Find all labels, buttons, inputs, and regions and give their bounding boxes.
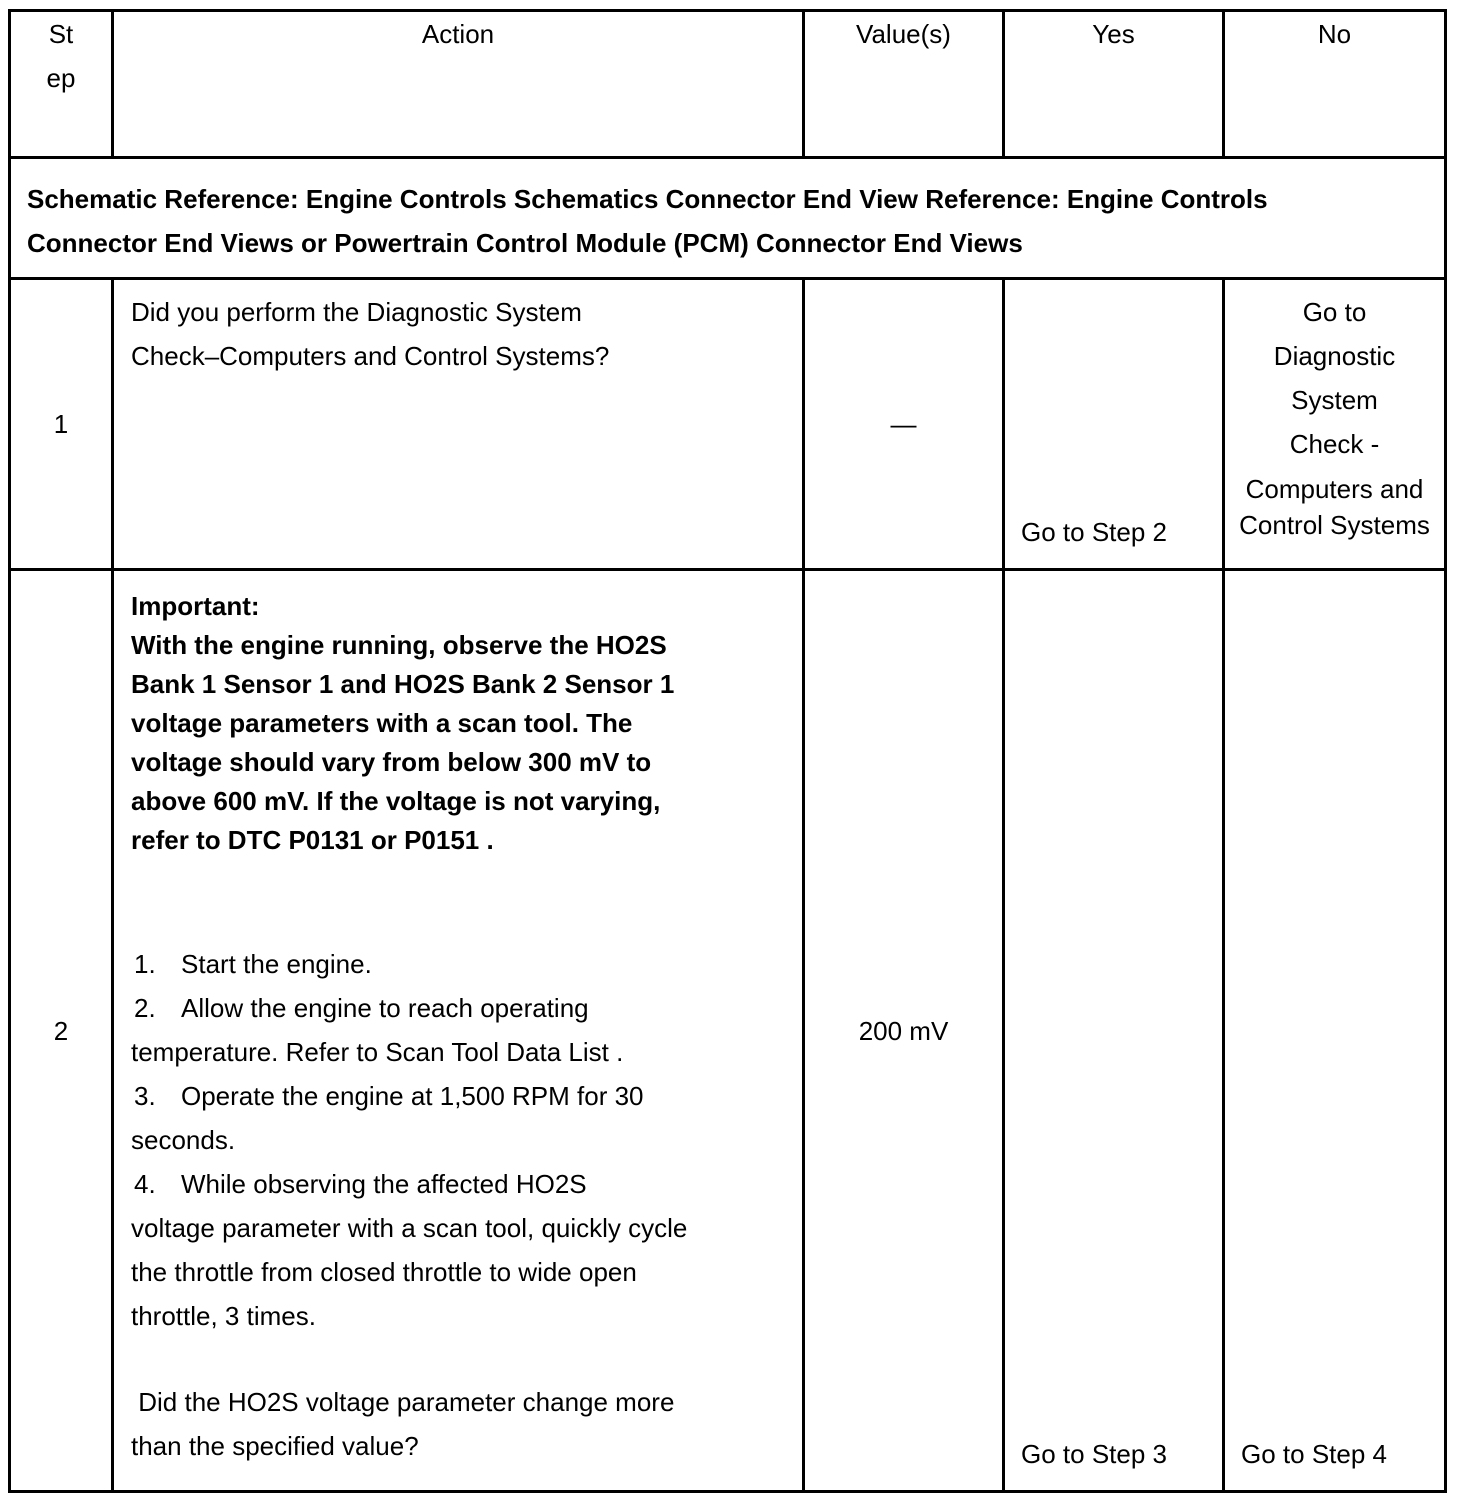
header-step-line1: St	[48, 19, 74, 49]
reference-line2: Connector End Views or Powertrain Control Module (PCM) Connector End Views	[27, 228, 1023, 258]
no-1-line1: Go to	[1302, 297, 1367, 327]
important-line: With the engine running, observe the HO2S	[131, 630, 667, 660]
header-step-line2: ep	[46, 63, 76, 93]
header-no: No	[1224, 11, 1446, 158]
no-1-line4: Check -	[1289, 429, 1380, 459]
important-line: voltage should vary from below 300 mV to	[131, 747, 652, 777]
substep-2-text-cont[interactable]: temperature. Refer to Scan Tool Data List .	[131, 1037, 624, 1067]
table-row-step-2	[10, 570, 1446, 1492]
action-1-line2: Check–Computers and Control Systems?	[131, 341, 610, 371]
important-line: Bank 1 Sensor 1 and HO2S Bank 2 Sensor 1	[131, 669, 675, 699]
substep-2-num: 2.	[134, 993, 156, 1023]
no-1-line2: Diagnostic	[1273, 341, 1396, 371]
important-note	[131, 587, 786, 860]
no-cell-2	[1224, 570, 1446, 1492]
value-cell-2: 200 mV	[804, 570, 1004, 1492]
header-step	[10, 11, 113, 158]
reference-row	[10, 158, 1446, 279]
substep-1-num: 1.	[134, 949, 156, 979]
important-line: voltage parameters with a scan tool. The	[131, 708, 633, 738]
substep-4-text-cont: throttle, 3 times.	[131, 1301, 316, 1331]
substep-3-text: Operate the engine at 1,500 RPM for 30	[181, 1081, 644, 1111]
step-2-question	[131, 1380, 786, 1468]
important-line: above 600 mV. If the voltage is not varying,	[131, 786, 661, 816]
reference-line1: Schematic Reference: Engine Controls Schematics Connector End View Reference: Engine Controls	[27, 184, 1268, 214]
header-values: Value(s)	[804, 11, 1004, 158]
substep-2	[131, 986, 786, 1074]
question-line1	[131, 1380, 786, 1424]
substep-1-text: Start the engine.	[181, 949, 372, 979]
substep-3-num: 3.	[134, 1081, 156, 1111]
substep-4-text: While observing the affected HO2S	[181, 1169, 587, 1199]
yes-cell-2	[1004, 570, 1224, 1492]
substep-3-text-cont: seconds.	[131, 1125, 236, 1155]
action-cell-1	[113, 279, 804, 570]
step-number-2: 2	[10, 570, 113, 1492]
substep-4-text-cont: voltage parameter with a scan tool, quickly cycle	[131, 1213, 688, 1243]
step-number-1: 1	[10, 279, 113, 570]
no-1-line6: Control Systems	[1239, 510, 1430, 540]
header-row	[10, 11, 1446, 158]
go-to-step-3-link[interactable]: Go to Step 3	[1021, 1439, 1167, 1469]
substep-4-text-cont: the throttle from closed throttle to wide open	[131, 1257, 637, 1287]
important-label: Important:	[131, 591, 260, 621]
important-line: refer to DTC P0131 or P0151 .	[131, 825, 494, 855]
substep-4	[131, 1162, 786, 1338]
table-row-step-1	[10, 279, 1446, 570]
action-cell-2	[113, 570, 804, 1492]
no-cell-1[interactable]	[1224, 279, 1446, 570]
header-yes: Yes	[1004, 11, 1224, 158]
yes-cell-1	[1004, 279, 1224, 570]
question-line1-text: Did the HO2S voltage parameter change more	[138, 1387, 675, 1417]
go-to-step-2-link[interactable]: Go to Step 2	[1021, 517, 1167, 547]
substep-4-num: 4.	[134, 1169, 156, 1199]
substep-1	[131, 942, 786, 986]
diagnostic-table	[8, 9, 1447, 1493]
no-1-line5: Computers and	[1245, 474, 1424, 504]
no-1-line3: System	[1291, 385, 1378, 415]
substep-3	[131, 1074, 786, 1162]
go-to-step-4-link[interactable]: Go to Step 4	[1241, 1439, 1387, 1469]
substep-2-text: Allow the engine to reach operating	[181, 993, 589, 1023]
action-1-line1: Did you perform the Diagnostic System	[131, 297, 582, 327]
value-cell-1: —	[804, 279, 1004, 570]
header-action: Action	[113, 11, 804, 158]
schematic-reference	[10, 158, 1446, 279]
substep-list	[131, 942, 786, 1338]
question-line2: than the specified value?	[131, 1431, 419, 1461]
